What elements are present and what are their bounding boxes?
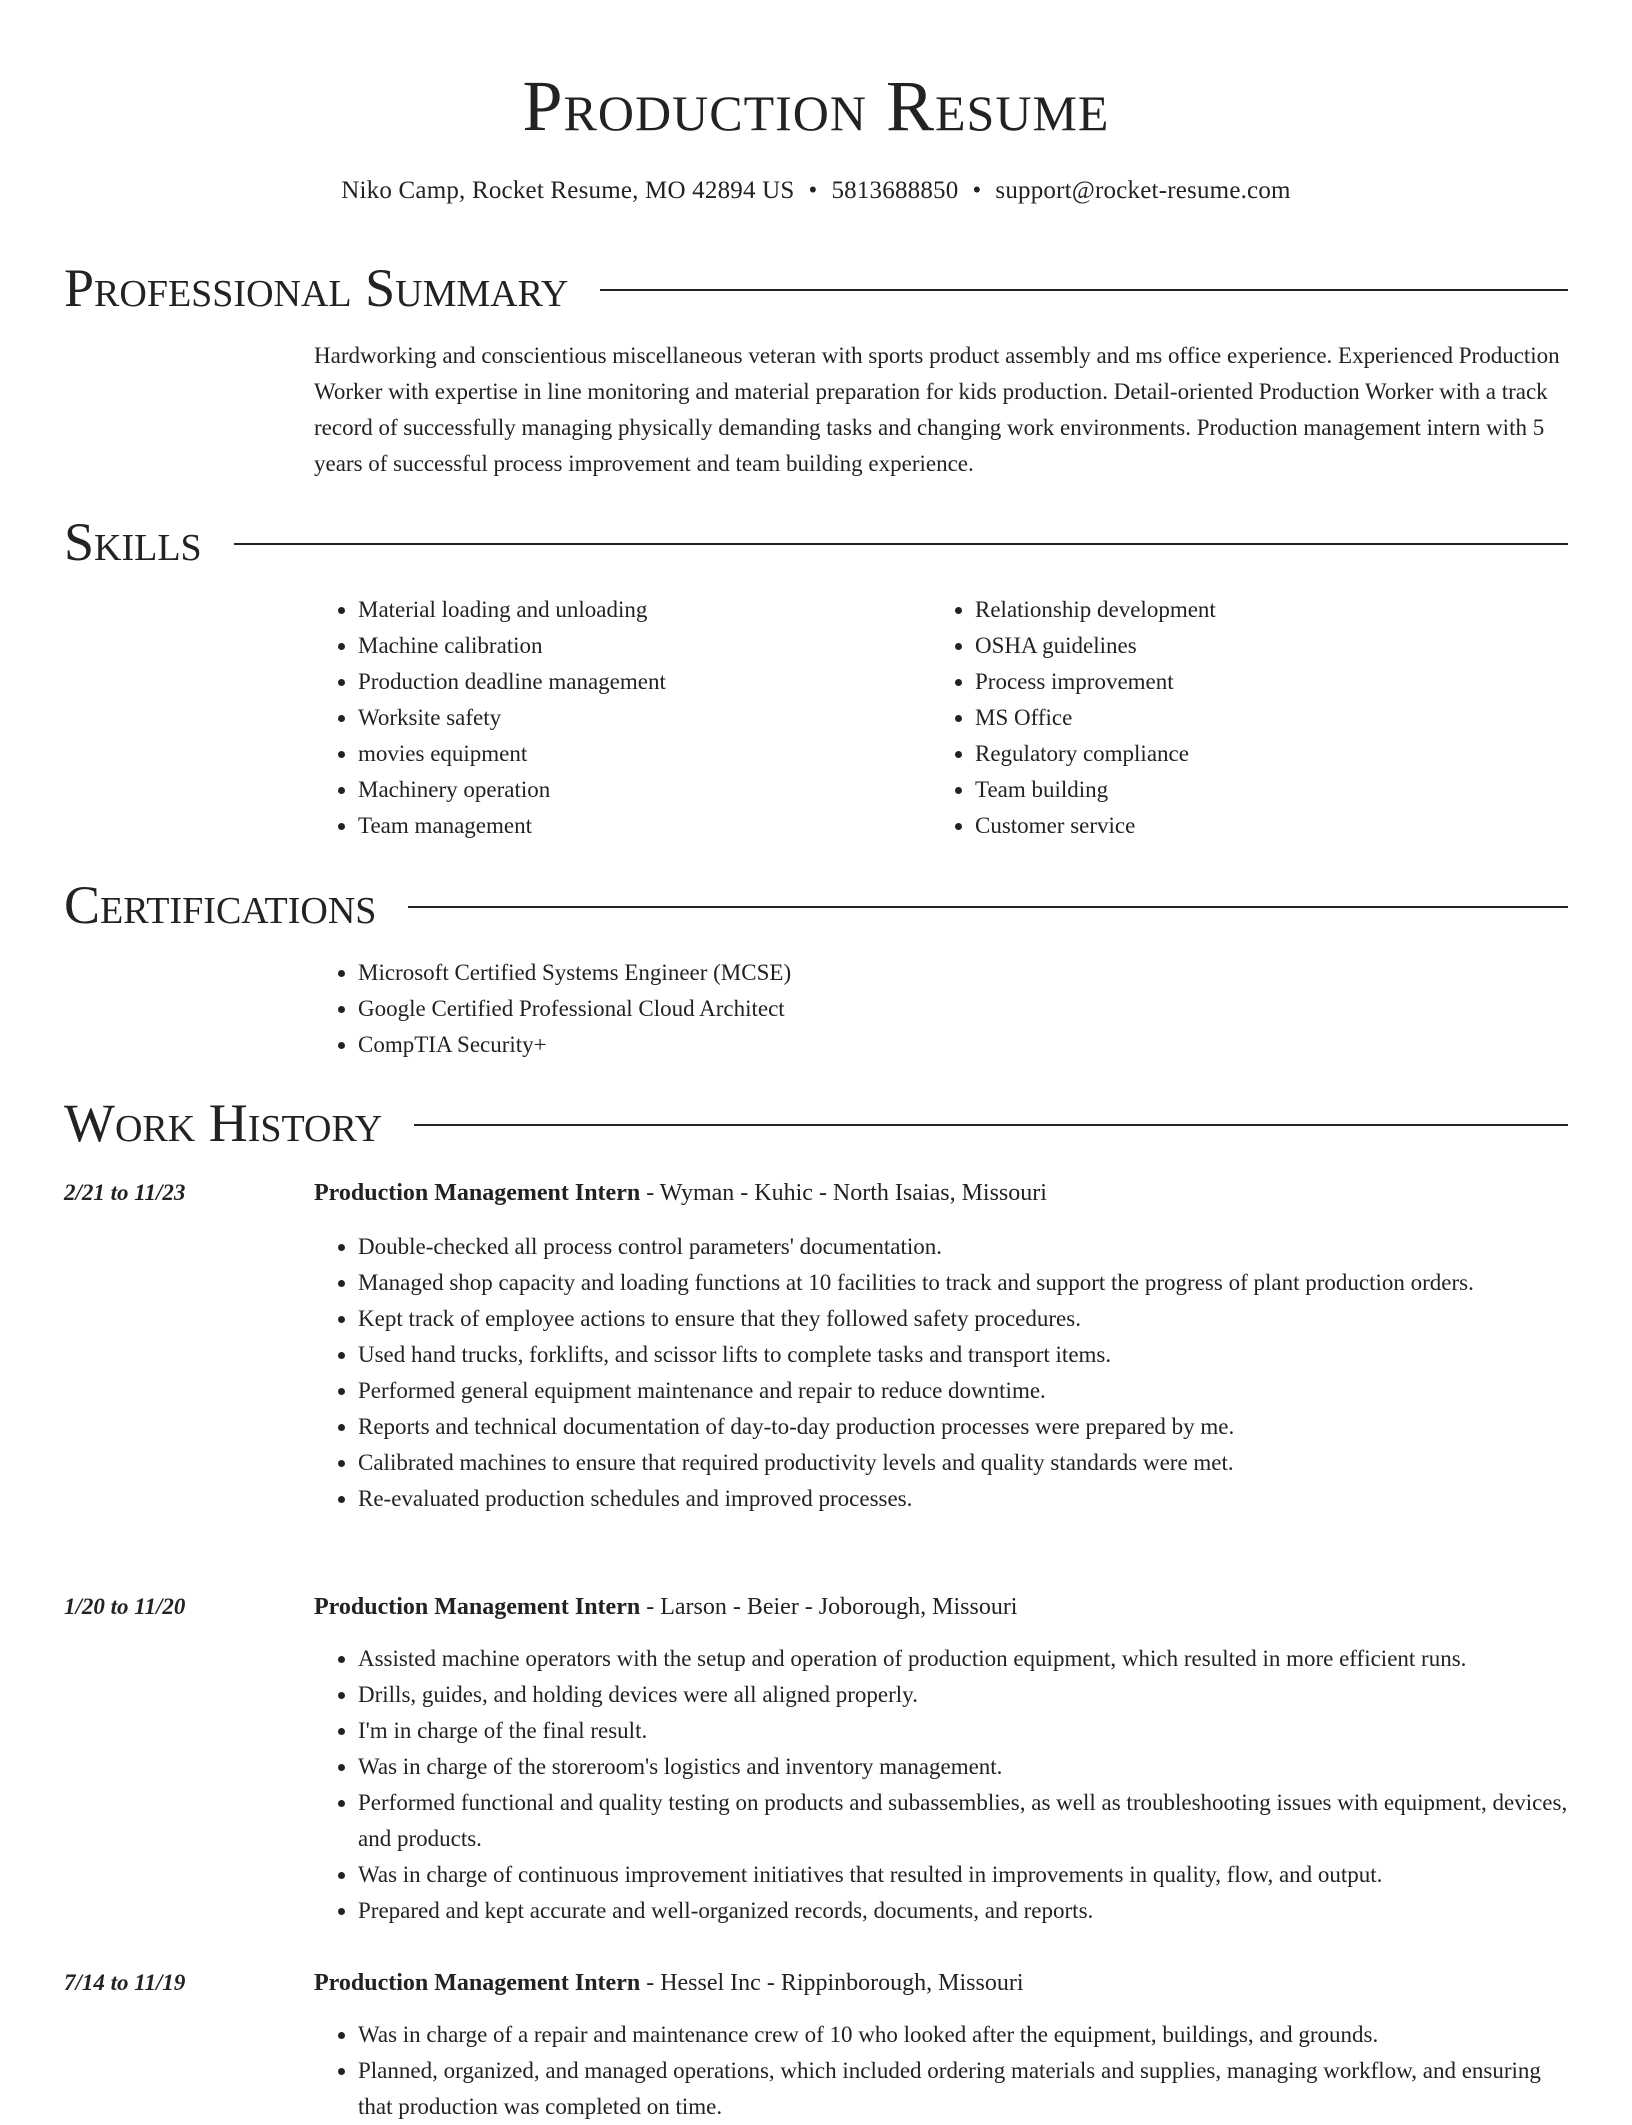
resume-title: Production Resume	[522, 66, 1110, 146]
job-bullet: • Was in charge of continuous improvement initiatives that resulted in improvements in quality, flow, and output.	[358, 1857, 1570, 1893]
skill-item: • Process improvement	[975, 664, 1551, 700]
skills-left-column	[314, 592, 914, 844]
job-title: Production Management Intern	[314, 1594, 641, 1620]
job-employer: - Hessel Inc - Rippinborough, Missouri	[640, 1970, 1024, 1996]
job-title-line	[314, 1965, 1570, 2001]
contact-phone: 5813688850	[831, 177, 959, 204]
skill-item: • MS Office	[975, 700, 1551, 736]
job-bullet: • I'm in charge of the final result.	[358, 1713, 1570, 1749]
job-title-line	[314, 1175, 1570, 1211]
certification-item: • Google Certified Professional Cloud Architect	[358, 991, 1570, 1027]
job-bullet: • Calibrated machines to ensure that required productivity levels and quality standards were met.	[358, 1445, 1570, 1481]
skills-right-column	[931, 592, 1551, 844]
job-bullet: • Was in charge of the storeroom's logistics and inventory management.	[358, 1749, 1570, 1785]
skill-item: • Team management	[358, 808, 914, 844]
skill-item: • Relationship development	[975, 592, 1551, 628]
section-divider	[234, 543, 1568, 545]
job-bullet: • Managed shop capacity and loading functions at 10 facilities to track and support the progress of plant production orders.	[358, 1265, 1570, 1301]
section-divider	[408, 906, 1568, 908]
job-dates: 1/20 to 11/20	[64, 1594, 186, 1619]
certifications-list	[314, 955, 1570, 1063]
job-dates: 7/14 to 11/19	[64, 1970, 186, 1995]
skills-section-header	[64, 510, 1568, 574]
contact-email: support@rocket-resume.com	[995, 177, 1291, 204]
job-bullet: • Planned, organized, and managed operations, which included ordering materials and supplies, managing workflow, and ensuring that production was completed on time.	[358, 2053, 1570, 2125]
job-bullet: • Was in charge of a repair and maintenance crew of 10 who looked after the equipment, buildings, and grounds.	[358, 2017, 1570, 2053]
certifications-block	[314, 955, 1570, 1063]
job-bullet: • Re-evaluated production schedules and improved processes.	[358, 1481, 1570, 1517]
job-title: Production Management Intern	[314, 1180, 641, 1206]
job-bullets-block	[314, 2017, 1570, 2125]
job-dates: 2/21 to 11/23	[64, 1180, 186, 1205]
skill-item: • Machinery operation	[358, 772, 914, 808]
contact-line	[0, 174, 1632, 208]
skill-item: • Worksite safety	[358, 700, 914, 736]
skill-item: • OSHA guidelines	[975, 628, 1551, 664]
job-title-line	[314, 1589, 1570, 1625]
job-bullet-list	[314, 1641, 1570, 1929]
skill-item: • Production deadline management	[358, 664, 914, 700]
skills-heading: Skills	[64, 512, 202, 572]
skill-item: • Team building	[975, 772, 1551, 808]
certification-item: • Microsoft Certified Systems Engineer (MCSE)	[358, 955, 1570, 991]
job-bullet: • Assisted machine operators with the setup and operation of production equipment, which resulted in more efficient runs.	[358, 1641, 1570, 1677]
job-bullet: • Used hand trucks, forklifts, and scissor lifts to complete tasks and transport items.	[358, 1337, 1570, 1373]
summary-text: Hardworking and conscientious miscellaneous veteran with sports product assembly and ms office experience. Experienced Production Worker with expertise in line monitoring and material preparation for kids production. Detail-oriented Production Worker with a track record of successfully managing physically demanding tasks and changing work environments. Production management intern with 5 years of successful process improvement and team building experience.	[314, 343, 1560, 476]
contact-separator: •	[808, 177, 818, 204]
job-bullets-block	[314, 1229, 1570, 1517]
job-bullet: • Drills, guides, and holding devices were all aligned properly.	[358, 1677, 1570, 1713]
job-bullet-list	[314, 1229, 1570, 1517]
work-heading: Work History	[64, 1093, 383, 1153]
work-section-header	[64, 1091, 1568, 1155]
job-bullet: • Performed general equipment maintenance and repair to reduce downtime.	[358, 1373, 1570, 1409]
section-divider	[414, 1124, 1568, 1126]
job-employer: - Larson - Beier - Joborough, Missouri	[640, 1594, 1018, 1620]
job-bullet: • Double-checked all process control parameters' documentation.	[358, 1229, 1570, 1265]
contact-address: Niko Camp, Rocket Resume, MO 42894 US	[341, 177, 795, 204]
job-bullet: • Kept track of employee actions to ensure that they followed safety procedures.	[358, 1301, 1570, 1337]
skill-item: • movies equipment	[358, 736, 914, 772]
contact-separator: •	[972, 177, 982, 204]
skill-item: • Regulatory compliance	[975, 736, 1551, 772]
certifications-section-header	[64, 873, 1568, 937]
skill-item: • Machine calibration	[358, 628, 914, 664]
job-title: Production Management Intern	[314, 1970, 641, 1996]
summary-section-header	[64, 256, 1568, 320]
skills-list-left	[314, 592, 914, 844]
summary-heading: Professional Summary	[64, 258, 569, 318]
skill-item: • Customer service	[975, 808, 1551, 844]
skills-list-right	[931, 592, 1551, 844]
job-bullet: • Performed functional and quality testing on products and subassemblies, as well as troubleshooting issues with equipment, devices, and products.	[358, 1785, 1570, 1857]
section-divider	[600, 289, 1568, 291]
certification-item: • CompTIA Security+	[358, 1027, 1570, 1063]
certifications-heading: Certifications	[64, 875, 377, 935]
job-bullet: • Reports and technical documentation of day-to-day production processes were prepared by me.	[358, 1409, 1570, 1445]
job-bullet: • Prepared and kept accurate and well-organized records, documents, and reports.	[358, 1893, 1570, 1929]
skill-item: • Material loading and unloading	[358, 592, 914, 628]
job-bullets-block	[314, 1641, 1570, 1929]
job-bullet-list	[314, 2017, 1570, 2125]
job-employer: - Wyman - Kuhic - North Isaias, Missouri	[640, 1180, 1047, 1206]
